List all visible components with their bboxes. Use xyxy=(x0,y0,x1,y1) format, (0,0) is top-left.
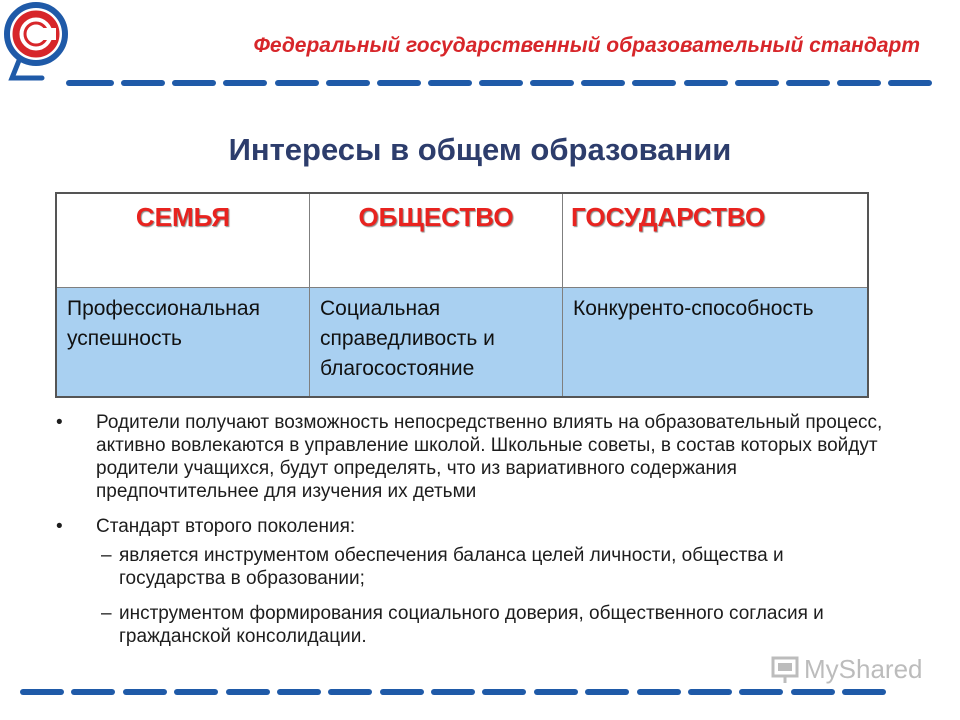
bullet-text-standard: Стандарт второго поколения: xyxy=(96,516,356,537)
presentation-icon xyxy=(770,655,800,685)
cell-family: Профессиональная успешность xyxy=(56,288,310,398)
bottom-dash-divider xyxy=(20,689,886,695)
header-family: СЕМЬЯ xyxy=(56,193,310,288)
header-society: ОБЩЕСТВО xyxy=(310,193,563,288)
watermark xyxy=(770,654,923,685)
bullet-text-parents: Родители получают возможность непосредственно влиять на образовательный процесс, активно вовлекаются в управление школой. Школьные советы, в состав которых войдут родители учащихся, будут определять, что из вариативного содержания предпочтительнее для изучения их детьми xyxy=(96,412,883,502)
sub-text-balance: является инструментом обеспечения баланса целей личности, общества и государства в образовании; xyxy=(119,545,784,589)
bullet-icon: • xyxy=(56,412,63,433)
top-dash-divider xyxy=(66,80,932,86)
interests-table xyxy=(55,192,869,398)
table-header-row xyxy=(56,193,868,288)
slide-title: Интересы в общем образовании xyxy=(228,132,732,167)
watermark-text: MyShared xyxy=(804,654,923,684)
dash-icon: – xyxy=(101,603,112,624)
header-title: Федеральный государственный образовательный стандарт xyxy=(253,34,920,57)
bullet-list xyxy=(56,411,886,660)
list-item xyxy=(56,411,886,503)
table-row xyxy=(56,288,868,398)
cell-state: Конкуренто-способность xyxy=(563,288,869,398)
sub-list-item xyxy=(101,602,886,648)
cell-society: Социальная справедливость и благосостояние xyxy=(310,288,563,398)
header-state: ГОСУДАРСТВО xyxy=(563,193,869,288)
list-item xyxy=(56,515,886,538)
sub-list-item xyxy=(101,544,886,590)
bullet-icon: • xyxy=(56,516,63,537)
fgos-logo xyxy=(2,2,72,84)
sub-text-trust: инструментом формирования социального доверия, общественного согласия и гражданской консолидации. xyxy=(119,603,824,647)
dash-icon: – xyxy=(101,545,112,566)
